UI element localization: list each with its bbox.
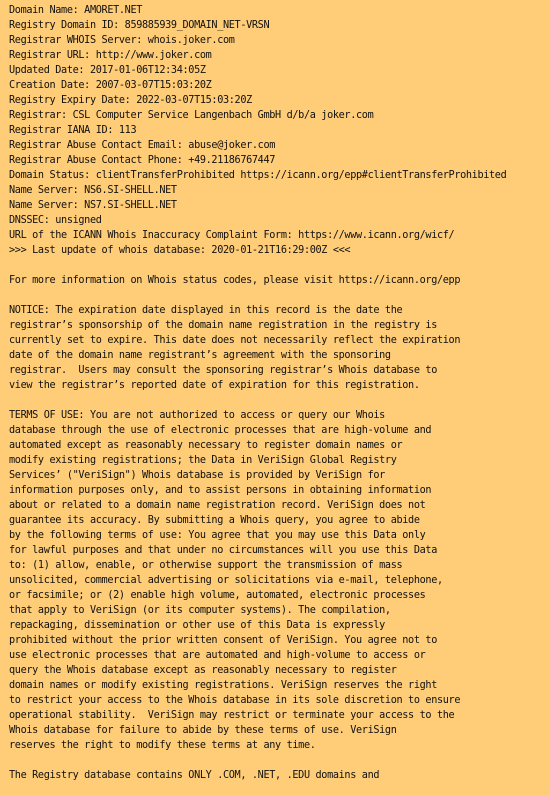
whois-line	[9, 288, 550, 303]
whois-line: Registrar Abuse Contact Email: abuse@joker.com	[9, 140, 276, 151]
whois-line: database through the use of electronic processes that are high-volume and	[9, 425, 432, 436]
whois-line: currently set to expire. This date does not necessarily reflect the expiration	[9, 335, 461, 346]
whois-line: Name Server: NS6.SI-SHELL.NET	[9, 185, 177, 196]
whois-line: that apply to VeriSign (or its computer systems). The compilation,	[9, 605, 391, 616]
whois-line: repackaging, dissemination or other use of this Data is expressly	[9, 620, 385, 631]
whois-line: to restrict your access to the Whois database in its sole discretion to ensure	[9, 695, 461, 706]
whois-line: or facsimile; or (2) enable high volume, automated, electronic processes	[9, 590, 426, 601]
whois-line: Domain Status: clientTransferProhibited https://icann.org/epp#clientTransferProhibited	[9, 170, 507, 181]
whois-line	[9, 393, 550, 408]
whois-line: automated except as reasonably necessary to register domain names or	[9, 440, 403, 451]
whois-line: operational stability. VeriSign may restrict or terminate your access to the	[9, 710, 455, 721]
whois-line	[9, 258, 550, 273]
whois-line: URL of the ICANN Whois Inaccuracy Complaint Form: https://www.icann.org/wicf/	[9, 230, 455, 241]
whois-line: Registrar Abuse Contact Phone: +49.21186767447	[9, 155, 276, 166]
whois-line: guarantee its accuracy. By submitting a Whois query, you agree to abide	[9, 515, 420, 526]
whois-line: Registrar URL: http://www.joker.com	[9, 50, 212, 61]
whois-line: For more information on Whois status codes, please visit https://icann.org/epp	[9, 275, 461, 286]
whois-line: NOTICE: The expiration date displayed in this record is the date the	[9, 305, 403, 316]
whois-line: about or related to a domain name registration record. VeriSign does not	[9, 500, 426, 511]
whois-line: Registry Domain ID: 859885939_DOMAIN_NET-VRSN	[9, 20, 270, 31]
whois-line: Registrar: CSL Computer Service Langenbach GmbH d/b/a joker.com	[9, 110, 374, 121]
whois-line: DNSSEC: unsigned	[9, 215, 102, 226]
whois-line: domain names or modify existing registrations. VeriSign reserves the right	[9, 680, 437, 691]
whois-line: Domain Name: AMORET.NET	[9, 5, 143, 16]
whois-line: registrar’s sponsorship of the domain name registration in the registry is	[9, 320, 437, 331]
whois-line: unsolicited, commercial advertising or solicitations via e-mail, telephone,	[9, 575, 443, 586]
whois-line: Registrar IANA ID: 113	[9, 125, 137, 136]
whois-line: TERMS OF USE: You are not authorized to access or query our Whois	[9, 410, 385, 421]
whois-line: Registry Expiry Date: 2022-03-07T15:03:20Z	[9, 95, 252, 106]
whois-line: The Registry database contains ONLY .COM, .NET, .EDU domains and	[9, 770, 380, 781]
whois-line: registrar. Users may consult the sponsoring registrar’s Whois database to	[9, 365, 437, 376]
whois-line: for lawful purposes and that under no circumstances will you use this Data	[9, 545, 437, 556]
whois-line: query the Whois database except as reasonably necessary to register	[9, 665, 397, 676]
whois-line: Updated Date: 2017-01-06T12:34:05Z	[9, 65, 206, 76]
whois-line: Whois database for failure to abide by these terms of use. VeriSign	[9, 725, 397, 736]
whois-line: by the following terms of use: You agree that you may use this Data only	[9, 530, 426, 541]
whois-line: Services’ ("VeriSign") Whois database is provided by VeriSign for	[9, 470, 385, 481]
whois-line: modify existing registrations; the Data in VeriSign Global Registry	[9, 455, 397, 466]
whois-line: Name Server: NS7.SI-SHELL.NET	[9, 200, 177, 211]
whois-line: >>> Last update of whois database: 2020-01-21T16:29:00Z <<<	[9, 245, 351, 256]
whois-line: to: (1) allow, enable, or otherwise support the transmission of mass	[9, 560, 403, 571]
whois-line: reserves the right to modify these terms at any time.	[9, 740, 316, 751]
whois-line	[9, 753, 550, 768]
whois-line: date of the domain name registrant’s agreement with the sponsoring	[9, 350, 391, 361]
whois-line: view the registrar’s reported date of expiration for this registration.	[9, 380, 420, 391]
whois-line: Registrar WHOIS Server: whois.joker.com	[9, 35, 235, 46]
whois-line: information purposes only, and to assist persons in obtaining information	[9, 485, 432, 496]
whois-line: use electronic processes that are automated and high-volume to access or	[9, 650, 426, 661]
whois-line: prohibited without the prior written consent of VeriSign. You agree not to	[9, 635, 437, 646]
whois-line: Creation Date: 2007-03-07T15:03:20Z	[9, 80, 212, 91]
